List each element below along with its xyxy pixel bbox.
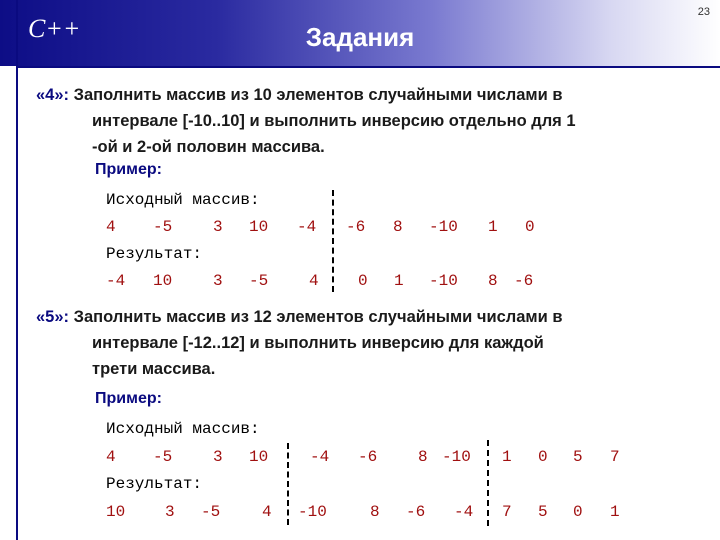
task-4-source-value: 10 [249, 218, 269, 236]
task-5-source-value: -10 [442, 448, 471, 466]
task-5-text-1: Заполнить массив из 12 элементов случайными числами в [73, 308, 563, 326]
task-5-result-value: 7 [502, 503, 512, 521]
header-bar [0, 0, 720, 66]
task-5-result-value: 1 [610, 503, 620, 521]
slide-title: Задания [305, 22, 415, 52]
task-5-result-value: 10 [106, 503, 126, 521]
task-5-line-2: интервале [-12..12] и выполнить инверсию для каждой [92, 334, 544, 352]
task-5-result-value: -4 [454, 503, 474, 521]
task-4-source-value: -4 [297, 218, 317, 236]
task-4-source-value: 8 [393, 218, 403, 236]
task-5-result-label: Результат: [106, 475, 203, 493]
task-5-third-divider-1 [287, 443, 289, 525]
task-5-number: «5»: [36, 308, 70, 326]
task-4-result-value: -5 [249, 272, 269, 290]
task-5-source-value: 10 [249, 448, 269, 466]
task-5-result-value: 4 [262, 503, 272, 521]
task-4-source-value: 4 [106, 218, 116, 236]
task-4-text-1: Заполнить массив из 10 элементов случайными числами в [73, 86, 563, 104]
task-5-source-label: Исходный массив: [106, 420, 260, 438]
page-number: 23 [697, 6, 710, 18]
task-4-result-value: 10 [153, 272, 173, 290]
task-5-source-value: 8 [418, 448, 428, 466]
logo-text: C++ [28, 14, 81, 43]
task-4-result-value: -10 [429, 272, 458, 290]
task-5-result-value: -10 [298, 503, 327, 521]
task-4-example-label: Пример: [95, 161, 162, 178]
task-5-line-3: трети массива. [92, 360, 216, 378]
task-5-example-label: Пример: [95, 390, 162, 407]
task-4-result-value: 0 [358, 272, 368, 290]
task-4-source-value: -6 [346, 218, 366, 236]
task-4-result-value: 3 [213, 272, 223, 290]
task-4-number: «4»: [36, 86, 70, 104]
task-4-result-value: 1 [394, 272, 404, 290]
task-4-source-value: 1 [488, 218, 498, 236]
task-5-result-value: 0 [573, 503, 583, 521]
task-5-result-value: -5 [201, 503, 221, 521]
task-5-source-value: 4 [106, 448, 116, 466]
task-4-line-2: интервале [-10..10] и выполнить инверсию отдельно для 1 [92, 112, 576, 130]
task-4-result-value: -6 [514, 272, 534, 290]
task-4-result-value: 4 [309, 272, 319, 290]
task-5-third-divider-2 [487, 440, 489, 526]
task-5-result-value: 5 [538, 503, 548, 521]
task-5-source-value: 7 [610, 448, 620, 466]
task-4-line-3: -ой и 2-ой половин массива. [92, 138, 325, 156]
task-5-source-value: -6 [358, 448, 378, 466]
task-5-source-value: -5 [153, 448, 173, 466]
task-5-source-value: -4 [310, 448, 330, 466]
task-4-source-value: 0 [525, 218, 535, 236]
left-rule [16, 0, 18, 540]
task-4-source-label: Исходный массив: [106, 191, 260, 209]
task-5-source-value: 1 [502, 448, 512, 466]
task-4-result-value: 8 [488, 272, 498, 290]
task-5-result-value: -6 [406, 503, 426, 521]
task-5-source-value: 3 [213, 448, 223, 466]
task-4-result-value: -4 [106, 272, 126, 290]
task-4-line-1 [36, 82, 696, 108]
task-4-result-label: Результат: [106, 245, 203, 263]
task-5-result-value: 3 [165, 503, 175, 521]
task-4-source-value: -10 [429, 218, 458, 236]
task-5-line-1 [36, 304, 696, 330]
task-5-result-value: 8 [370, 503, 380, 521]
header-rule [16, 66, 720, 68]
task-4-source-value: 3 [213, 218, 223, 236]
task-4-source-value: -5 [153, 218, 173, 236]
task-5-source-value: 0 [538, 448, 548, 466]
task-4-text [36, 82, 696, 160]
task-4-half-divider [332, 190, 334, 292]
task-5-source-value: 5 [573, 448, 583, 466]
task-5-text [36, 304, 696, 382]
